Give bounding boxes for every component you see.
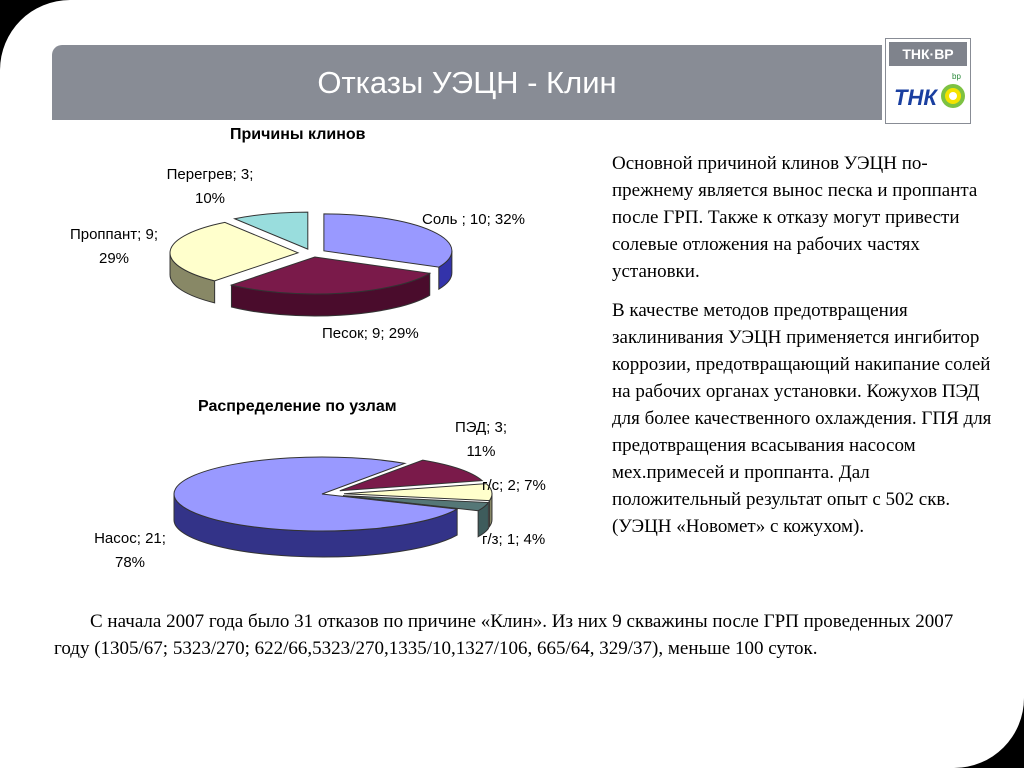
chart1-label-sol: Соль ; 10; 32%: [422, 211, 525, 228]
bottom-text: С начала 2007 года было 31 отказов по причине «Клин». Из них 9 скважины после ГРП проведенных 2007 году (1305/67; 5323/270; 622/66,5323/270,1335/10,1327/106, 665/64, 329/37), меньше 100 суток.: [54, 611, 954, 659]
chart2-label-ped-line1: ПЭД; 3;: [454, 419, 508, 436]
logo-bp-text: bp: [952, 72, 961, 81]
chart1-label-peregrev-line1: Перегрев; 3;: [166, 166, 254, 183]
slide-title: Отказы УЭЦН - Клин: [317, 65, 617, 100]
paragraph-main-cause: Основной причиной клинов УЭЦН по-прежнему является вынос песка и проппанта после ГРП. Также к отказу могут привести солевые отложения на рабочих частях установки.: [612, 153, 978, 282]
paragraph-prevention: В качестве методов предотвращения заклинивания УЭЦН применяется ингибитор коррозии, предотвращающий накипание солей на рабочих органах установки. Кожухов ПЭД для более качественного охлаждения. ГПЯ для предотвращения всасывания насосом мех.примесей и проппанта. Дал положительный результат опыт с 502 скв. (УЭЦН «Новомет» с кожухом).: [612, 300, 992, 537]
chart2-label-ped-line2: 11%: [466, 443, 496, 460]
chart2-label-gs: г/с; 2; 7%: [482, 477, 546, 494]
chart2-label-nasos-line1: Насос; 21;: [94, 530, 166, 547]
chart2-slices: [174, 457, 492, 557]
chart1-title: Причины клинов: [230, 126, 366, 143]
right-text-block: [612, 150, 997, 552]
chart1-label-proppant-line1: Проппант; 9;: [69, 226, 159, 243]
chart2-label-nasos: [76, 527, 184, 575]
chart2-label-ped: [436, 416, 526, 464]
chart1-label-proppant-line2: 29%: [98, 250, 130, 267]
chart2-label-nasos-line2: 78%: [114, 554, 146, 571]
logo-brand-text: ТНК·BP: [889, 42, 967, 66]
chart1-label-peregrev-line2: 10%: [194, 190, 226, 207]
logo-mark-text: ТНК: [894, 85, 937, 110]
chart1-label-pesok: Песок; 9; 29%: [322, 325, 419, 342]
chart2-label-gz: г/з; 1; 4%: [482, 531, 546, 548]
chart2-title: Распределение по узлам: [198, 398, 397, 415]
